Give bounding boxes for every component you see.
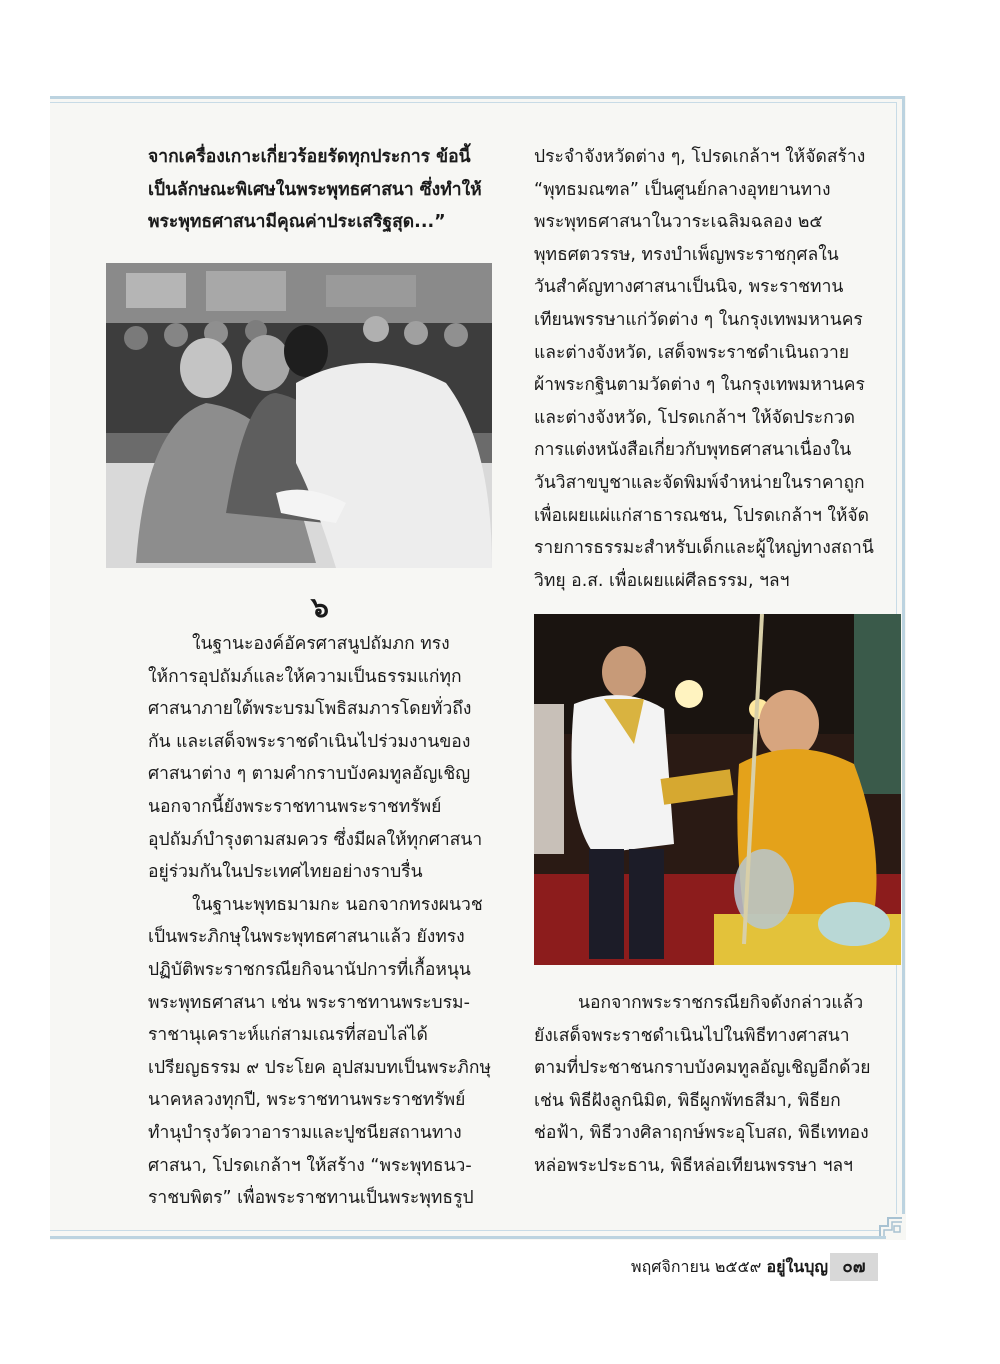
photo-king-offering-monks-bw <box>106 263 492 568</box>
text-line: นอกจากนี้ยังพระราชทานพระราชทรัพย์ <box>148 796 442 817</box>
text-line: จากเครื่องเกาะเกี่ยวร้อยรัดทุกประการ ข้อนี้ <box>148 147 471 167</box>
text-line: พระพุทธศาสนามีคุณค่าประเสริฐสุด...” <box>148 212 446 233</box>
text-line: วันวิสาขบูชาและจัดพิมพ์จำหน่ายในราคาถูก <box>534 472 865 493</box>
text-line: การแต่งหนังสือเกี่ยวกับพุทธศาสนาเนื่องใน <box>534 440 852 461</box>
frame-border-bottom <box>50 1236 886 1239</box>
magazine-title: อยู่ในบุญ <box>766 1257 828 1276</box>
text-line: ในฐานะองค์อัครศาสนูปถัมภก ทรง <box>192 634 450 654</box>
text-line: พระพุทธศาสนา เช่น พระราชทานพระบรม- <box>148 992 470 1013</box>
text-line: “พุทธมณฑล” เป็นศูนย์กลางอุทยานทาง <box>534 179 831 200</box>
text-line: ปฏิบัติพระราชกรณียกิจนานัปการที่เกื้อหนุน <box>148 959 471 980</box>
text-line: กัน และเสด็จพระราชดำเนินไปร่วมงานของ <box>148 731 471 752</box>
text-line: นอกจากพระราชกรณียกิจดังกล่าวแล้ว <box>578 993 864 1013</box>
text-line: พระพุทธศาสนาในวาระเฉลิมฉลอง ๒๕ <box>534 212 823 233</box>
text-line: เป็นลักษณะพิเศษในพระพุทธศาสนา ซึ่งทำให้ <box>148 179 482 200</box>
text-line: และต่างจังหวัด, เสด็จพระราชดำเนินถวาย <box>534 342 850 363</box>
text-line: นาคหลวงทุกปี, พระราชทานพระราชทรัพย์ <box>148 1090 466 1111</box>
text-line: ผ้าพระกฐินตามวัดต่าง ๆ ในกรุงเทพมหานคร <box>534 375 865 396</box>
text-line: เพื่อเผยแผ่แก่สาธารณชน, โปรดเกล้าฯ ให้จัด <box>534 505 870 526</box>
text-line: รายการธรรมะสำหรับเด็กและผู้ใหญ่ทางสถานี <box>534 538 874 559</box>
text-line: หล่อพระประธาน, พิธีหล่อเทียนพรรษา ฯลฯ <box>534 1155 853 1176</box>
text-line: ทำนุบำรุงวัดวาอารามและปูชนียสถานทาง <box>148 1122 462 1143</box>
section-number: ๖ <box>311 591 329 624</box>
text-line: ราชานุเคราะห์แก่สามเณรที่สอบไล่ได้ <box>148 1025 428 1046</box>
text-line: เป็นพระภิกษุในพระพุทธศาสนาแล้ว ยังทรง <box>148 927 465 948</box>
frame-border-top-inner <box>50 102 896 103</box>
photo-king-offering-supreme-patriarch <box>534 614 901 965</box>
quote-text <box>148 141 493 239</box>
text-line: วันสำคัญทางศาสนาเป็นนิจ, พระราชทาน <box>534 277 844 298</box>
text-line: ในฐานะพุทธมามกะ นอกจากทรงผนวช <box>192 894 483 915</box>
page-number: ๐๗ <box>830 1253 878 1281</box>
issue-date: พฤศจิกายน ๒๕๕๙ <box>631 1257 762 1276</box>
body-text-right-top <box>534 141 879 597</box>
corner-ornament-icon <box>878 1212 904 1238</box>
body-text-left <box>148 628 493 1215</box>
text-line: ประจำจังหวัดต่าง ๆ, โปรดเกล้าฯ ให้จัดสร้าง <box>534 147 866 167</box>
text-line: ให้การอุปถัมภ์และให้ความเป็นธรรมแก่ทุก <box>148 666 462 687</box>
text-line: อุปถัมภ์บำรุงตามสมควร ซึ่งมีผลให้ทุกศาสนา <box>148 829 483 850</box>
frame-border-right <box>902 96 905 1214</box>
text-line: ตามที่ประชาชนกราบบังคมทูลอัญเชิญอีกด้วย <box>534 1058 871 1079</box>
text-line: อยู่ร่วมกันในประเทศไทยอย่างราบรื่น <box>148 862 423 883</box>
text-line: ศาสนา, โปรดเกล้าฯ ให้สร้าง “พระพุทธนว- <box>148 1155 472 1176</box>
text-line: ช่อฟ้า, พิธีวางศิลาฤกษ์พระอุโบสถ, พิธีเททอง <box>534 1123 869 1144</box>
text-line: พุทธศตวรรษ, ทรงบำเพ็ญพระราชกุศลใน <box>534 244 839 265</box>
text-line: ราชบพิตร” เพื่อพระราชทานเป็นพระพุทธรูป <box>148 1188 474 1209</box>
text-line: เทียนพรรษาแก่วัดต่าง ๆ ในกรุงเทพมหานคร <box>534 309 863 330</box>
text-line: ศาสนาภายใต้พระบรมโพธิสมภารโดยทั่วถึง <box>148 699 472 720</box>
frame-border-top <box>50 96 902 99</box>
text-line: ยังเสด็จพระราชดำเนินไปในพิธีทางศาสนา <box>534 1025 850 1046</box>
text-line: และต่างจังหวัด, โปรดเกล้าฯ ให้จัดประกวด <box>534 407 855 428</box>
text-line: วิทยุ อ.ส. เพื่อเผยแผ่ศีลธรรม, ฯลฯ <box>534 570 790 591</box>
text-line: ศาสนาต่าง ๆ ตามคำกราบบังคมทูลอัญเชิญ <box>148 764 471 785</box>
running-footer <box>618 1252 828 1282</box>
body-text-right-bottom <box>534 987 879 1183</box>
text-line: เช่น พิธีฝังลูกนิมิต, พิธีผูกพัทธสีมา, พิธียก <box>534 1090 841 1111</box>
text-line: เปรียญธรรม ๙ ประโยค อุปสมบทเป็นพระภิกษุ <box>148 1057 491 1078</box>
frame-border-bottom-inner <box>50 1230 880 1231</box>
